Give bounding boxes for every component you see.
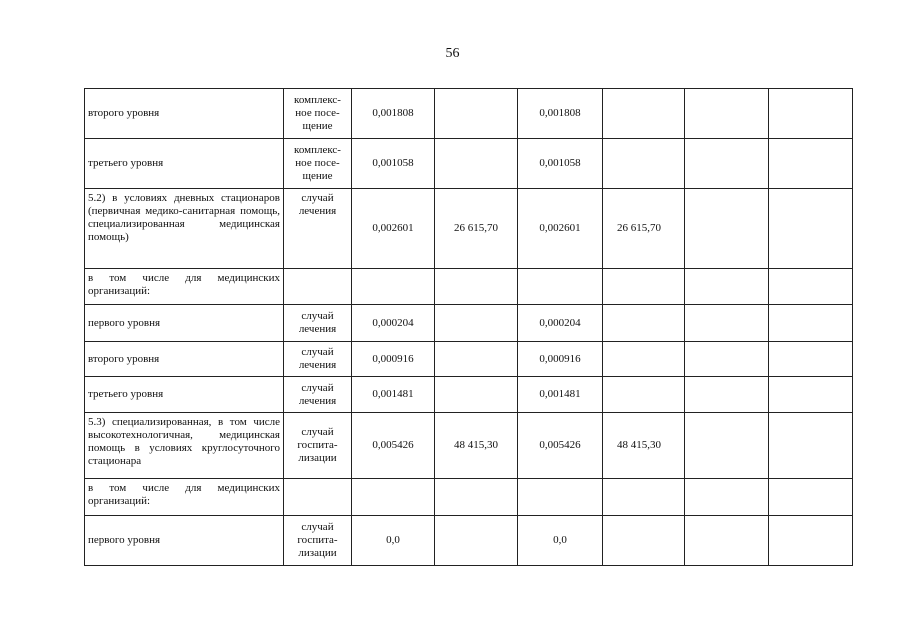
value-cell (603, 377, 685, 413)
table-row (85, 479, 853, 516)
value-cell (769, 342, 853, 377)
table-row (85, 139, 853, 189)
value-cell: 48 415,30 (603, 413, 685, 479)
row-unit: случай госпита- лизации (284, 516, 352, 566)
value-cell (435, 305, 518, 342)
page-number: 56 (445, 46, 460, 61)
row-unit: случай лечения (284, 342, 352, 377)
value-cell: 26 615,70 (435, 189, 518, 269)
row-name: в том числе для медицинских организаций: (85, 479, 284, 516)
value-cell (685, 342, 769, 377)
value-cell (769, 189, 853, 269)
value-cell (435, 479, 518, 516)
value-cell (769, 377, 853, 413)
value-cell: 0,001481 (518, 377, 603, 413)
norms-table (84, 88, 853, 566)
value-cell: 0,000916 (518, 342, 603, 377)
table-row (85, 342, 853, 377)
value-cell (769, 269, 853, 305)
value-cell: 0,002601 (518, 189, 603, 269)
table-row (85, 377, 853, 413)
value-cell (352, 479, 435, 516)
table-row (85, 305, 853, 342)
value-cell (603, 139, 685, 189)
value-cell (685, 139, 769, 189)
value-cell (603, 479, 685, 516)
value-cell (685, 413, 769, 479)
value-cell: 0,001058 (352, 139, 435, 189)
row-name: первого уровня (85, 516, 284, 566)
row-name: третьего уровня (85, 139, 284, 189)
row-unit: комплекс- ное посе- щение (284, 139, 352, 189)
value-cell: 0,000204 (352, 305, 435, 342)
value-cell (685, 89, 769, 139)
value-cell (685, 189, 769, 269)
value-cell: 48 415,30 (435, 413, 518, 479)
value-cell (685, 516, 769, 566)
value-cell (769, 413, 853, 479)
value-cell: 0,000204 (518, 305, 603, 342)
table-row (85, 89, 853, 139)
row-name: третьего уровня (85, 377, 284, 413)
value-cell (435, 516, 518, 566)
value-cell (435, 269, 518, 305)
value-cell: 0,002601 (352, 189, 435, 269)
value-cell (603, 305, 685, 342)
row-unit (284, 479, 352, 516)
value-cell (352, 269, 435, 305)
value-cell: 0,0 (518, 516, 603, 566)
value-cell: 0,001481 (352, 377, 435, 413)
value-cell (685, 377, 769, 413)
value-cell (769, 305, 853, 342)
row-unit: случай госпита- лизации (284, 413, 352, 479)
value-cell (603, 89, 685, 139)
table-row (85, 189, 853, 269)
value-cell (435, 139, 518, 189)
value-cell: 0,001058 (518, 139, 603, 189)
value-cell: 0,005426 (518, 413, 603, 479)
value-cell (603, 342, 685, 377)
row-unit: случай лечения (284, 305, 352, 342)
value-cell (685, 479, 769, 516)
value-cell (435, 342, 518, 377)
row-name: 5.2) в условиях дневных стационаров (первичная медико-санитарная помощь, специализированная медицинская помощь) (85, 189, 284, 269)
table-row (85, 516, 853, 566)
value-cell (518, 479, 603, 516)
row-name: первого уровня (85, 305, 284, 342)
row-unit (284, 269, 352, 305)
row-name: в том числе для медицинских организаций: (85, 269, 284, 305)
row-name: второго уровня (85, 89, 284, 139)
value-cell (685, 269, 769, 305)
row-unit: комплекс- ное посе- щение (284, 89, 352, 139)
value-cell (603, 269, 685, 305)
value-cell (769, 516, 853, 566)
value-cell: 26 615,70 (603, 189, 685, 269)
value-cell (685, 305, 769, 342)
value-cell (435, 89, 518, 139)
table-row (85, 269, 853, 305)
value-cell (769, 479, 853, 516)
value-cell: 0,005426 (352, 413, 435, 479)
value-cell: 0,000916 (352, 342, 435, 377)
value-cell (769, 89, 853, 139)
value-cell (769, 139, 853, 189)
value-cell (435, 377, 518, 413)
row-unit: случай лечения (284, 189, 352, 269)
table-row (85, 413, 853, 479)
row-name: 5.3) специализированная, в том числе высокотехнологичная, медицинская помощь в условиях круглосуточного стационара (85, 413, 284, 479)
value-cell (603, 516, 685, 566)
value-cell (518, 269, 603, 305)
value-cell: 0,001808 (352, 89, 435, 139)
row-name: второго уровня (85, 342, 284, 377)
value-cell: 0,0 (352, 516, 435, 566)
value-cell: 0,001808 (518, 89, 603, 139)
row-unit: случай лечения (284, 377, 352, 413)
